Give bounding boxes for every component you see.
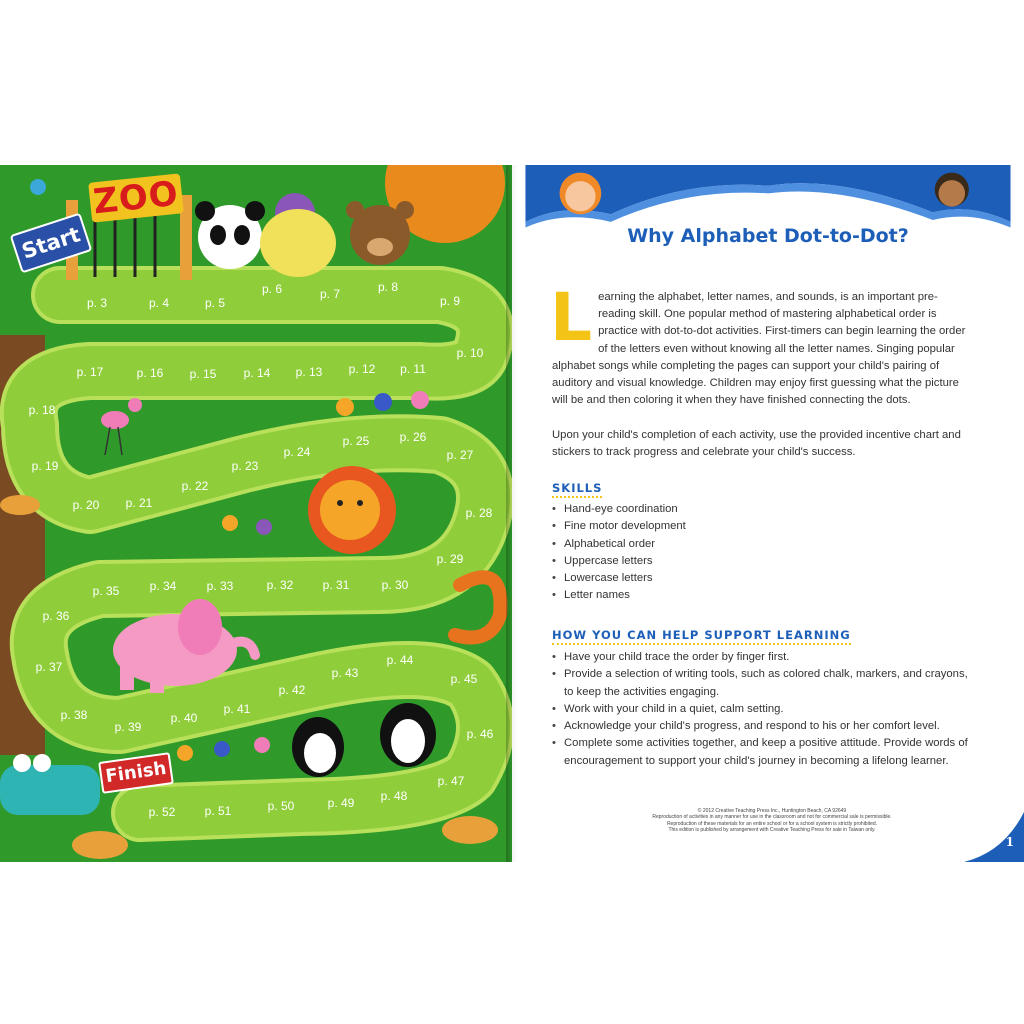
board-square: p. 23: [231, 459, 259, 473]
board-square: p. 42: [278, 683, 306, 697]
board-square: p. 43: [331, 666, 359, 680]
board-square: p. 8: [377, 280, 398, 294]
girl-character-icon: [560, 173, 602, 215]
board-square: p. 15: [189, 367, 217, 381]
zoo-sign: ZOO: [88, 173, 184, 222]
help-item: • Have your child trace the order by finger first.: [552, 649, 972, 666]
board-square: p. 46: [466, 727, 494, 741]
board-square: p. 17: [76, 365, 104, 379]
intro-paragraph: [550, 279, 968, 409]
footer-line: Reproduction of these materials for an entire school or for a school system is strictly prohibited.: [666, 820, 878, 827]
flower-icon: [374, 393, 392, 411]
board-square: p. 9: [439, 294, 460, 308]
incentive-paragraph: Upon your child's completion of each activity, use the provided incentive chart and stickers to track progress and celebrate your child's success.: [552, 429, 961, 459]
help-heading: HOW YOU CAN HELP SUPPORT LEARNING: [552, 628, 851, 645]
leaf-icon: [72, 831, 128, 859]
skill-item: • Uppercase letters: [552, 553, 972, 570]
skill-item: • Hand-eye coordination: [552, 501, 972, 518]
skill-item: • Alphabetical order: [552, 536, 972, 553]
start-sign: Start: [10, 213, 93, 274]
help-item: • Complete some activities together, and keep a positive attitude. Provide words of encouragement to support your child's journey in becoming a lifelong learner.: [552, 735, 972, 770]
page-title: Why Alphabet Dot-to-Dot?: [627, 225, 909, 247]
flower-icon: [177, 745, 193, 761]
board-square: p. 24: [283, 445, 311, 459]
flower-icon: [222, 515, 238, 531]
intro-text: earning the alphabet, letter names, and sounds, is an important pre-reading skill. One popular method of mastering alphabetical order is practice with dot-to-dot activities. First-timers can begin learning the order of the letters even without knowing all the letter names. Singing popular alphabet songs while completing the pages can support your child's pairing of auditory and visual knowledge. Children may enjoy first guessing what the picture will be and then coloring it when they have finished connecting the dots.: [552, 291, 966, 407]
lion-icon: [308, 466, 396, 554]
board-square: p. 29: [436, 552, 464, 566]
board-square: p. 35: [92, 584, 120, 598]
skill-item: • Fine motor development: [552, 518, 972, 535]
footer-line: © 2012 Creative Teaching Press Inc., Huntington Beach, CA 92649: [697, 808, 847, 814]
board-square: p. 32: [266, 578, 294, 592]
help-item: • Provide a selection of writing tools, such as colored chalk, markers, and crayons, to keep the activities engaging.: [552, 666, 972, 701]
leaf-icon: [0, 495, 40, 515]
board-square: p. 13: [295, 365, 323, 379]
drop-cap: L: [550, 279, 593, 356]
board-square: p. 40: [170, 711, 198, 725]
board-square: p. 28: [465, 506, 493, 520]
board-square: p. 44: [386, 653, 414, 667]
flower-icon: [336, 398, 354, 416]
finish-sign: Finish: [98, 752, 174, 794]
board-square: p. 4: [148, 296, 169, 310]
board-square: p. 41: [223, 702, 251, 716]
board-square: p. 6: [261, 282, 282, 296]
page-number: 1: [1005, 835, 1014, 849]
bird-icon: [30, 179, 46, 195]
board-square: p. 18: [28, 403, 56, 417]
board-square: p. 47: [437, 774, 465, 788]
intro-page: [512, 165, 1024, 862]
board-square: p. 26: [399, 430, 427, 444]
board-square: p. 25: [342, 434, 370, 448]
board-square: p. 36: [42, 609, 70, 623]
board-square: p. 48: [380, 789, 408, 803]
leaf-icon: [442, 816, 498, 844]
book-spread: [0, 165, 1024, 862]
board-square: p. 16: [136, 366, 164, 380]
boy-character-icon: [935, 173, 969, 207]
board-square: p. 52: [148, 805, 176, 819]
skills-heading: SKILLS: [552, 481, 602, 498]
board-square: p. 7: [319, 287, 340, 301]
board-game-page: [0, 165, 512, 862]
board-square: p. 50: [267, 799, 295, 813]
page-number-corner: [964, 812, 1024, 862]
footer-line: This edition is published by arrangement with Creative Teaching Press for sale in Taiwan only.: [668, 826, 876, 833]
board-square: p. 49: [327, 796, 355, 810]
skill-item: • Lowercase letters: [552, 570, 972, 587]
book-gutter: [506, 165, 518, 862]
board-square: p. 22: [181, 479, 209, 493]
board-square: p. 38: [60, 708, 88, 722]
board-square: p. 19: [31, 459, 59, 473]
board-illustration: [0, 165, 512, 862]
board-square: p. 3: [86, 296, 107, 310]
help-list: [552, 649, 972, 770]
help-item: • Acknowledge your child's progress, and respond to his or her comfort level.: [552, 718, 972, 735]
board-square: p. 21: [125, 496, 153, 510]
board-square: p. 33: [206, 579, 234, 593]
board-square: p. 34: [149, 579, 177, 593]
board-square: p. 51: [204, 804, 232, 818]
skill-item: • Letter names: [552, 587, 972, 604]
flower-icon: [214, 741, 230, 757]
flower-icon: [411, 391, 429, 409]
flower-icon: [254, 737, 270, 753]
copyright-footer: [602, 808, 942, 833]
footer-line: Reproduction of activities in any manner for use in the classroom and not for commercial sale is permissible.: [652, 814, 892, 821]
help-item: • Work with your child in a quiet, calm setting.: [552, 701, 972, 718]
board-square: p. 30: [381, 578, 409, 592]
board-square: p. 37: [35, 660, 63, 674]
board-square: p. 27: [446, 448, 474, 462]
board-square: p. 10: [456, 346, 484, 360]
board-square: p. 5: [204, 296, 225, 310]
board-square: p. 39: [114, 720, 142, 734]
board-square: p. 12: [348, 362, 376, 376]
board-square: p. 45: [450, 672, 478, 686]
board-square: p. 14: [243, 366, 271, 380]
skills-list: [552, 501, 972, 605]
flower-icon: [256, 519, 272, 535]
board-square: p. 31: [322, 578, 350, 592]
board-square: p. 20: [72, 498, 100, 512]
board-square: p. 11: [400, 362, 426, 376]
